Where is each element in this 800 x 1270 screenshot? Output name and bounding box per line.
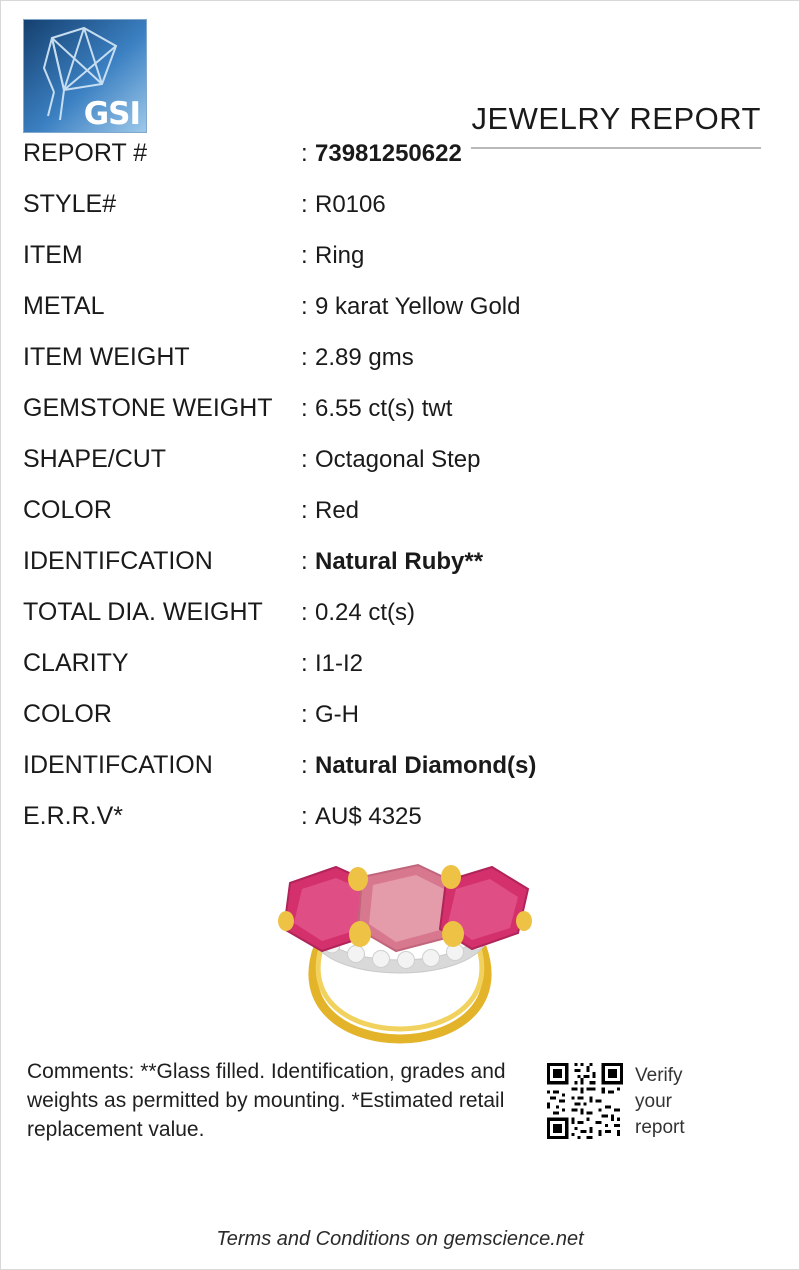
title-divider [471, 147, 761, 149]
spec-row [23, 649, 777, 700]
spec-label: STYLE# [23, 190, 117, 218]
spec-value: 2.89 gms [315, 344, 414, 371]
spec-value: AU$ 4325 [315, 803, 422, 830]
comments-section [1, 1049, 799, 1144]
spec-colon: : [301, 701, 308, 728]
spec-label: CLARITY [23, 649, 129, 677]
report-header [1, 1, 799, 136]
spec-label: COLOR [23, 700, 112, 728]
spec-label: COLOR [23, 496, 112, 524]
spec-colon: : [301, 140, 308, 167]
spec-label: E.R.R.V* [23, 802, 124, 830]
verify-text [635, 1063, 685, 1141]
spec-row [23, 241, 777, 292]
spec-row [23, 445, 777, 496]
spec-label: ITEM WEIGHT [23, 343, 190, 371]
spec-colon: : [301, 242, 308, 269]
spec-label: SHAPE/CUT [23, 445, 167, 473]
gsi-logo-text: GSI [83, 96, 140, 132]
spec-value: Natural Ruby** [315, 548, 484, 575]
spec-value: I1-I2 [315, 650, 364, 677]
verify-section[interactable] [547, 1057, 685, 1141]
spec-value: Octagonal Step [315, 446, 481, 473]
spec-colon: : [301, 344, 308, 371]
comments-text: Comments: **Glass filled. Identification, grades and weights as permitted by mounting. *Estimated retail replacement value. [27, 1060, 506, 1141]
spec-row [23, 394, 777, 445]
spec-label: IDENTIFCATION [23, 547, 213, 575]
ring-image-area [1, 859, 799, 1049]
verify-line-3: report [635, 1117, 685, 1138]
spec-row [23, 751, 777, 802]
spec-row [23, 700, 777, 751]
spec-colon: : [301, 803, 308, 830]
spec-row [23, 547, 777, 598]
spec-label: ITEM [23, 241, 83, 269]
spec-value: R0106 [315, 191, 386, 218]
spec-row [23, 496, 777, 547]
spec-colon: : [301, 395, 308, 422]
gsi-logo [23, 19, 147, 133]
spec-value: 73981250622 [315, 140, 462, 167]
spec-colon: : [301, 752, 308, 779]
spec-colon: : [301, 446, 308, 473]
page-title: JEWELRY REPORT [471, 101, 761, 136]
spec-row [23, 598, 777, 649]
verify-line-2: your [635, 1091, 672, 1112]
spec-row [23, 802, 777, 853]
spec-colon: : [301, 191, 308, 218]
spec-value: G-H [315, 701, 359, 728]
spec-row [23, 190, 777, 241]
spec-label: METAL [23, 292, 105, 320]
spec-colon: : [301, 293, 308, 320]
spec-value: 6.55 ct(s) twt [315, 395, 453, 422]
spec-colon: : [301, 497, 308, 524]
spec-value: Natural Diamond(s) [315, 752, 537, 779]
spec-value: 9 karat Yellow Gold [315, 293, 521, 320]
spec-colon: : [301, 548, 308, 575]
report-title-wrap [147, 19, 775, 149]
spec-colon: : [301, 650, 308, 677]
spec-value: 0.24 ct(s) [315, 599, 416, 626]
ring-photo [210, 859, 590, 1044]
terms-footer[interactable]: Terms and Conditions on gemscience.net [216, 1228, 584, 1250]
spec-label: TOTAL DIA. WEIGHT [23, 598, 263, 626]
spec-label: GEMSTONE WEIGHT [23, 394, 273, 422]
spec-colon: : [301, 599, 308, 626]
spec-row [23, 343, 777, 394]
spec-label: IDENTIFCATION [23, 751, 213, 779]
spec-value: Ring [315, 242, 365, 269]
spec-table [1, 139, 799, 853]
spec-row [23, 292, 777, 343]
spec-value: Red [315, 497, 360, 524]
spec-label: REPORT # [23, 139, 148, 167]
verify-line-1: Verify [635, 1065, 683, 1086]
qr-code-icon[interactable] [547, 1063, 623, 1139]
